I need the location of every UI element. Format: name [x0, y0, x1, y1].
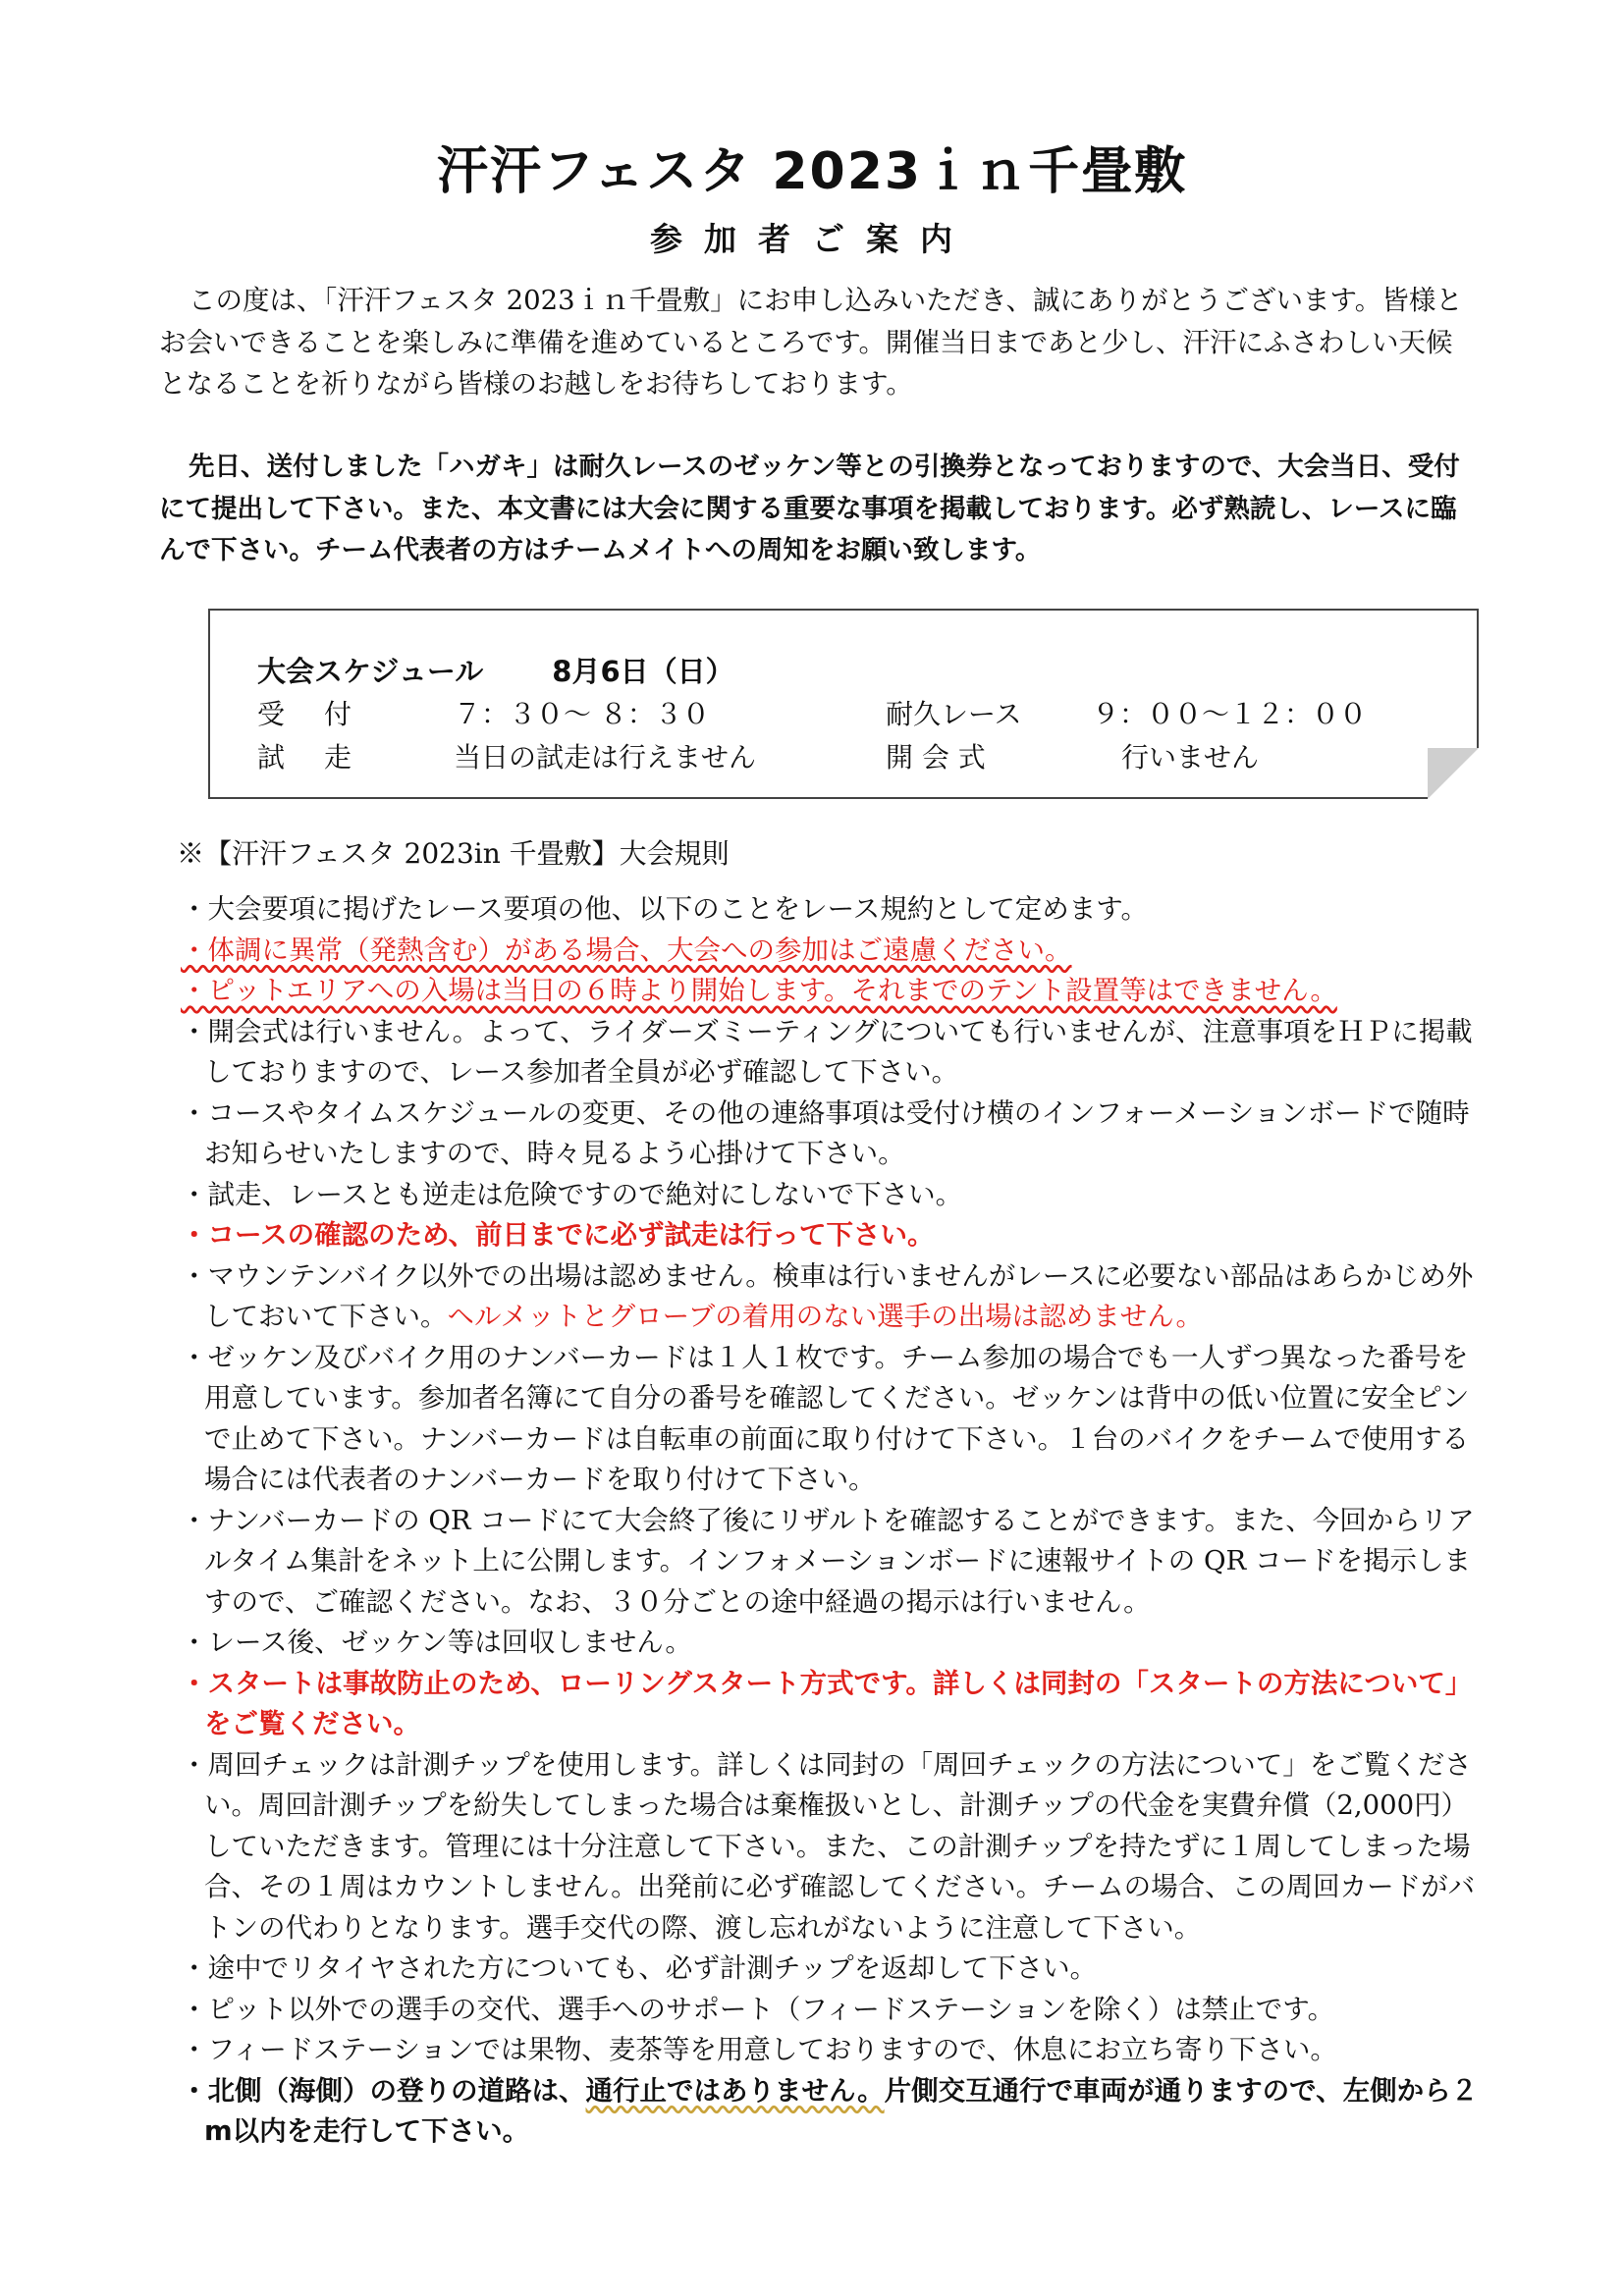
schedule-date: 8月6日（日）	[552, 655, 734, 688]
schedule-heading: 大会スケジュール 8月6日（日）	[257, 655, 734, 688]
list-item: ・試走、レースとも逆走は危険ですので絶対にしないで下さい。	[181, 1178, 963, 1210]
list-item: ・フィードステーションでは果物、麦茶等を用意しておりますので、休息にお立ち寄り下さい。	[181, 2034, 1337, 2065]
trial-label: 試走	[257, 741, 392, 774]
list-item: ・大会要項に掲げたレース要項の他、以下のことをレース規約として定めます。	[181, 893, 1149, 925]
list-item: ・ナンバーカードの QR コードにて大会終了後にリザルトを確認することができます。また、今回からリアルタイム集計をネット上に公開します。インフォメーションボードに速報サイトの QR コードを掲示しますので、ご確認ください。なお、３０分ごとの途中経過の掲示は行いません。	[181, 1504, 1475, 1618]
trial-value: 当日の試走は行えません	[454, 741, 757, 774]
rules-list	[181, 889, 1487, 2153]
opening-value: 行いません	[1121, 741, 1260, 774]
list-item: ・スタートは事故防止のため、ローリングスタート方式です。詳しくは同封の「スタートの方法について」をご覧ください。	[181, 1667, 1473, 1739]
list-item: ・レース後、ゼッケン等は回収しません。	[181, 1627, 692, 1658]
page-curl-decoration	[1428, 748, 1479, 799]
list-item: ・マウンテンバイク以外での出場は認めません。検車は行いませんがレースに必要ない部品はあらかじめ外しておいて下さい。ヘルメットとグローブの着用のない選手の出場は認めません。	[181, 1259, 1474, 1332]
list-item: ・途中でリタイヤされた方についても、必ず計測チップを返却して下さい。	[181, 1952, 1098, 1984]
list-item: ・ゼッケン及びバイク用のナンバーカードは１人１枚です。チーム参加の場合でも一人ずつ異なった番号を用意しています。参加者名簿にて自分の番号を確認してください。ゼッケンは背中の低い位置に安全ピンで止めて下さい。ナンバーカードは自転車の前面に取り付けて下さい。１台のバイクをチームで使用する場合には代表者のナンバーカードを取り付けて下さい。	[181, 1341, 1470, 1495]
list-item: ・コースやタイムスケジュールの変更、その他の連絡事項は受付け横のインフォーメーションボードで随時お知らせいたしますので、時々見るよう心掛けて下さい。	[181, 1096, 1470, 1169]
list-item: ・コースの確認のため、前日までに必ず試走は行って下さい。	[181, 1219, 935, 1251]
race-label: 耐久レース	[886, 698, 1022, 730]
list-item: ・体調に異常（発熱含む）がある場合、大会への参加はご遠慮ください。	[181, 934, 1072, 966]
list-item: ・周回チェックは計測チップを使用します。詳しくは同封の「周回チェックの方法について」をご覧ください。周回計測チップを紛失してしまった場合は棄権扱いとし、計測チップの代金を実費弁償（2,000円）していただきます。管理には十分注意して下さい。また、この計測チップを持たずに１周してしまった場合、その１周はカウントしません。出発前に必ず確認してください。チームの場合、この周回カードがバトンの代わりとなります。選手交代の際、渡し忘れがないように注意して下さい。	[181, 1748, 1476, 1944]
list-item: ・ピットエリアへの入場は当日の６時より開始します。それまでのテント設置等はできません。	[181, 975, 1337, 1006]
intro-paragraph: この度は、「汗汗フェスタ 2023ｉｎ千畳敷」にお申し込みいただき、誠にありがとうございます。皆様とお会いできることを楽しみに準備を進めているところです。開催当日まであと少し、汗汗にふさわしい天候となることを祈りながら皆様のお越しをお待ちしております。	[159, 285, 1463, 400]
page-subtitle: 参加者ご案内	[650, 220, 974, 258]
page-title: 汗汗フェスタ 2023ｉｎ千畳敷	[436, 142, 1188, 201]
list-item: ・ピット以外での選手の交代、選手へのサポート（フィードステーションを除く）は禁止です。	[181, 1993, 1335, 2025]
rules-heading: ※【汗汗フェスタ 2023in 千畳敷】大会規則	[177, 837, 730, 870]
road-open-note: 通行止ではありません。	[585, 2074, 885, 2107]
helmet-warning: ヘルメットとグローブの着用のない選手の出場は認めません。	[447, 1301, 1203, 1332]
race-time: ９：００～１２：００	[1092, 698, 1368, 730]
list-item: ・北側（海側）の登りの道路は、通行止ではありません。片側交互通行で車両が通りますので、左側から２m以内を走行して下さい。	[181, 2074, 1479, 2147]
notice-paragraph: 先日、送付しました「ハガキ」は耐久レースのゼッケン等との引換券となっておりますので、大会当日、受付にて提出して下さい。また、本文書には大会に関する重要な事項を掲載しております。必ず熟読し、レースに臨んで下さい。チーム代表者の方はチームメイトへの周知をお願い致します。	[159, 452, 1460, 565]
list-item: ・開会式は行いません。よって、ライダーズミーティングについても行いませんが、注意事項をＨＰに掲載しておりますので、レース参加者全員が必ず確認して下さい。	[181, 1015, 1473, 1088]
opening-label: 開 会 式	[886, 741, 986, 774]
reception-time: ７：３０～ ８：３０	[454, 698, 710, 730]
reception-label: 受付	[257, 698, 392, 730]
schedule-box	[208, 609, 1479, 799]
